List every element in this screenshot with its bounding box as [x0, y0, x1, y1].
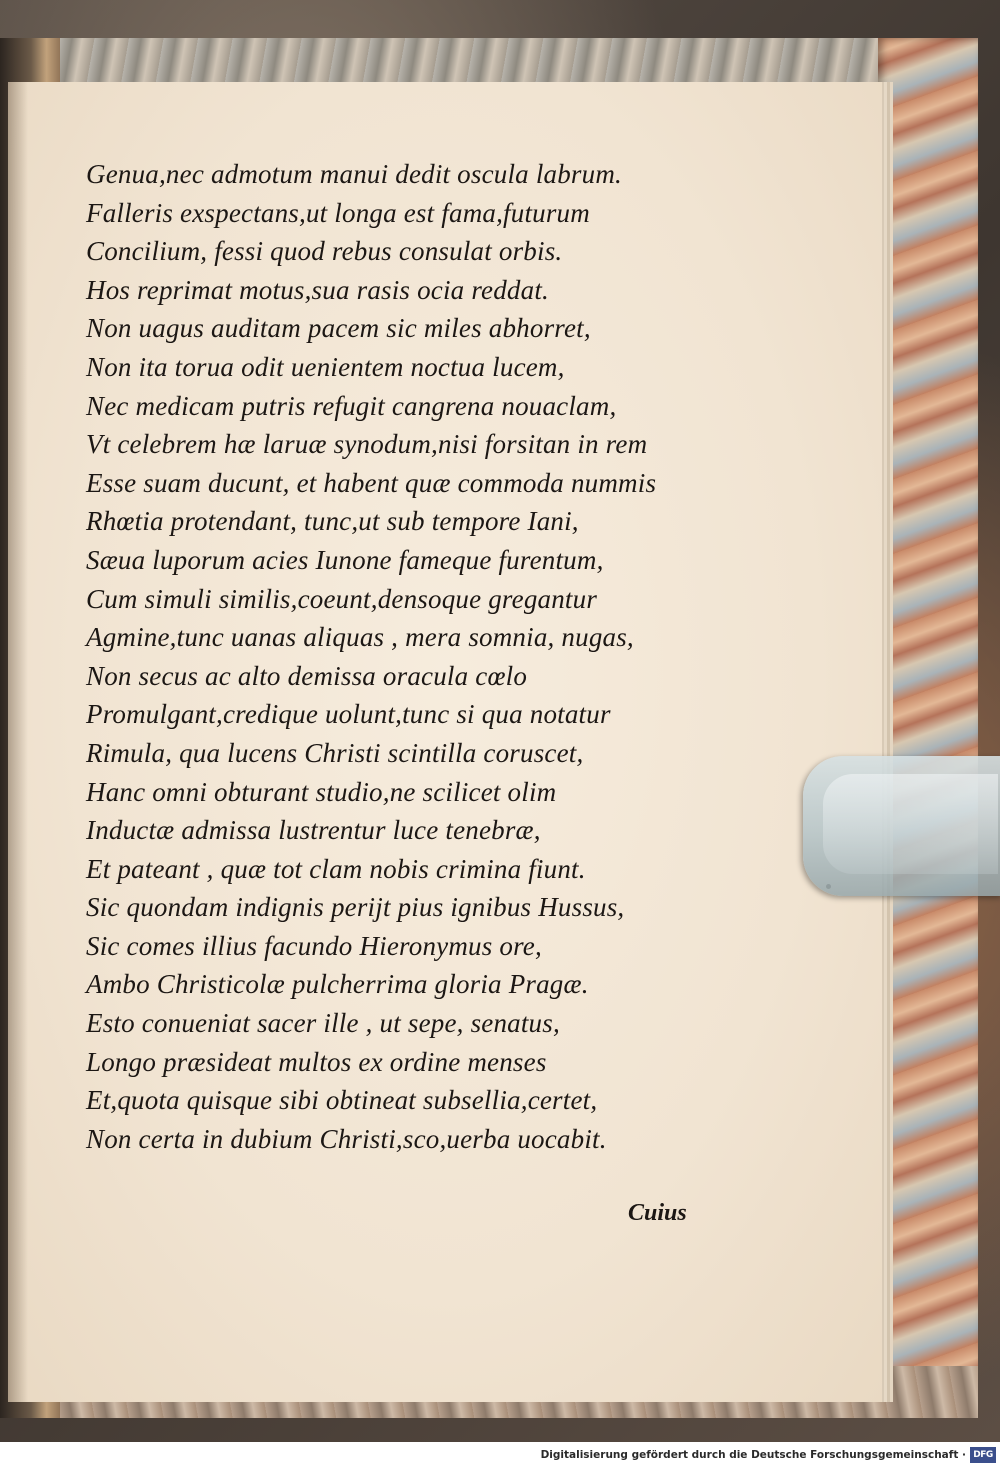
verse-line: Rimula, qua lucens Christi scintilla coruscet,	[86, 737, 584, 768]
dfg-logo-icon: DFG	[970, 1447, 996, 1463]
verse-line: Ambo Christicolæ pulcherrima gloria Pragæ.	[86, 969, 589, 1000]
verse-line: Falleris exspectans,ut longa est fama,futurum	[86, 197, 590, 228]
verse-line: Hanc omni obturant studio,ne scilicet olim	[86, 776, 557, 807]
marbled-cover-right	[878, 38, 978, 1418]
verse-line: Promulgant,credique uolunt,tunc si qua notatur	[86, 699, 611, 730]
verse-line: Agmine,tunc uanas aliquas , mera somnia, nugas,	[86, 622, 634, 653]
verse-line: Genua,nec admotum manui dedit oscula labrum.	[86, 159, 622, 189]
verse-line: Nec medicam putris refugit cangrena nouaclam,	[86, 390, 617, 421]
gutter-shadow	[8, 82, 28, 1402]
verse-line: Non certa in dubium Christi,sco,uerba uocabit.	[86, 1123, 607, 1154]
verse-line: Et pateant , quæ tot clam nobis crimina fiunt.	[86, 853, 586, 884]
verse-line: Longo præsideat multos ex ordine menses	[86, 1046, 547, 1077]
page-holder-clip-highlight	[823, 774, 998, 874]
verse-line: Rhœtia protendant, tunc,ut sub tempore Iani,	[86, 506, 579, 537]
verse-line: Sæua luporum acies Iunone fameque furentum,	[86, 544, 604, 575]
page-holder-clip	[803, 756, 1000, 896]
verse-line: Non uagus auditam pacem sic miles abhorret,	[86, 313, 591, 344]
verse-line: Concilium, fessi quod rebus consulat orbis.	[86, 236, 563, 267]
verse-line: Non secus ac alto demissa oracula cœlo	[86, 660, 528, 691]
catchword: Cuius	[628, 1200, 687, 1226]
verse-line: Vt celebrem hæ laruæ synodum,nisi forsitan in rem	[86, 429, 648, 460]
verse-line: Hos reprimat motus,sua rasis ocia reddat.	[86, 274, 549, 305]
footer-bar	[0, 1442, 1000, 1470]
verse-line: Esse suam ducunt, et habent quæ commoda nummis	[86, 467, 657, 498]
verse-line: Non ita torua odit uenientem noctua lucem,	[86, 351, 565, 382]
verse-line: Inductæ admissa lustrentur luce tenebræ,	[86, 815, 541, 846]
verse-line: Cum simuli similis,coeunt,densoque gregantur	[86, 583, 598, 614]
verse-line: Sic comes illius facundo Hieronymus ore,	[86, 930, 542, 961]
funding-credit: Digitalisierung gefördert durch die Deutsche Forschungsgemeinschaft ·	[540, 1449, 966, 1461]
verse-line: Esto conueniat sacer ille , ut sepe, senatus,	[86, 1008, 560, 1039]
verse-line: Et,quota quisque sibi obtineat subsellia,certet,	[86, 1085, 598, 1116]
book-page	[8, 82, 882, 1402]
verse-line: Sic quondam indignis perijt pius ignibus Hussus,	[86, 892, 625, 923]
verse-text-block	[86, 155, 786, 1158]
